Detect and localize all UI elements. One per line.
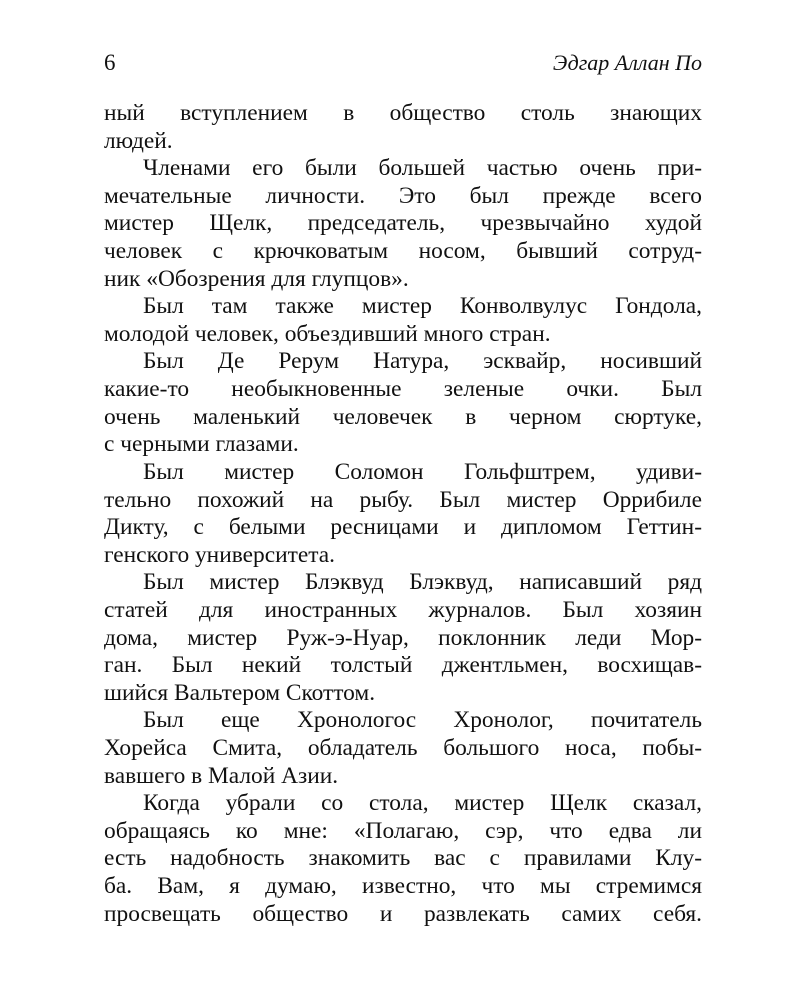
text-line: вавшего в Малой Азии. (104, 762, 339, 789)
text-line: человек с крючковатым носом, бывший сотруд- (104, 238, 702, 265)
text-line: с черными глазами. (104, 431, 299, 458)
text-line: статей для иностранных журналов. Был хозяин (104, 596, 702, 623)
text-line: тельно похожий на рыбу. Был мистер Оррибиле (104, 486, 702, 513)
text-line: есть надобность знакомить вас с правилами Клу- (104, 845, 702, 872)
text-line: молодой человек, объездивший много стран. (104, 320, 551, 347)
text-line: людей. (104, 127, 173, 154)
page-header (104, 48, 702, 78)
body-text (104, 100, 702, 928)
text-line: ник «Обозрения для глупцов». (104, 265, 409, 292)
text-line: просвещать общество и развлекать самих себя. (104, 900, 702, 927)
text-line: ган. Был некий толстый джентльмен, восхищав- (104, 652, 702, 679)
text-line: Дикту, с белыми ресницами и дипломом Геттин- (104, 514, 702, 541)
text-line: очень маленький человечек в черном сюртуке, (104, 403, 702, 430)
text-line: мечательные личности. Это был прежде всего (104, 182, 702, 209)
text-line: мистер Щелк, председатель, чрезвычайно худой (104, 210, 702, 237)
running-head-author: Эдгар Аллан По (552, 50, 702, 75)
text-line: какие-то необыкновенные зеленые очки. Был (104, 376, 702, 403)
paragraph-first-line: Членами его были большей частью очень при- (143, 155, 702, 182)
text-line: дома, мистер Руж-э-Нуар, поклонник леди Мор- (104, 624, 702, 651)
paragraph-first-line: Был там также мистер Конволвулус Гондола, (143, 293, 702, 320)
text-line: Хорейса Смита, обладатель большого носа, побы- (104, 735, 702, 762)
paragraph-first-line: Был мистер Блэквуд Блэквуд, написавший ряд (143, 569, 702, 596)
paragraph-first-line: Когда убрали со стола, мистер Щелк сказал, (143, 790, 702, 817)
paragraph-first-line: Был Де Рерум Натура, эсквайр, носивший (143, 348, 702, 375)
text-line: ба. Вам, я думаю, известно, что мы стремимся (104, 873, 702, 900)
text-line: обращаясь ко мне: «Полагаю, сэр, что едва ли (104, 817, 702, 844)
text-line: генского университета. (104, 541, 335, 568)
paragraph-first-line: Был еще Хронологос Хронолог, почитатель (143, 707, 702, 734)
paragraph-first-line: Был мистер Соломон Гольфштрем, удиви- (143, 458, 702, 485)
text-line: ный вступлением в общество столь знающих (104, 100, 702, 126)
page-number: 6 (104, 50, 116, 75)
text-line: шийся Вальтером Скоттом. (104, 679, 376, 706)
